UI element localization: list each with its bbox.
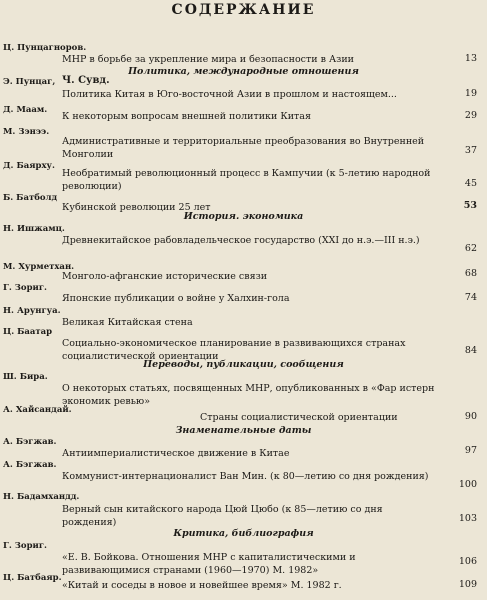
entry-page: 13 xyxy=(464,53,477,64)
entry-page: 19 xyxy=(464,88,477,99)
entry-page: 29 xyxy=(464,110,477,121)
entry-title: О некоторых статьях, посвященных МНР, опубликованных в «Фар истерн экономик ревью» xyxy=(62,383,435,407)
entry-page: 37 xyxy=(464,145,477,156)
entry-author: Ц. Пунцагноров. xyxy=(3,43,87,53)
entry-page: 97 xyxy=(464,445,477,456)
entry-author: Ш. Бира. xyxy=(3,372,48,382)
toc-title: СОДЕРЖАНИЕ xyxy=(171,2,316,18)
section-heading: Политика, международные отношения xyxy=(128,66,359,77)
entry-title: Антиимпериалистическое движение в Китае xyxy=(62,448,290,459)
section-heading: Критика, библиография xyxy=(173,528,314,539)
entry-title: МНР в борьбе за укрепление мира и безопасности в Азии xyxy=(62,54,355,65)
entry-page: 68 xyxy=(464,268,477,279)
entry-title: Социально-экономическое планирование в развивающихся странах социалистической ориентации xyxy=(62,338,406,362)
entry-title: Монголо-афганские исторические связи xyxy=(62,271,268,282)
entry-author: Б. Батболд xyxy=(3,193,58,203)
entry-author: Э. Пунцаг, xyxy=(3,77,56,87)
entry-author: Г. Зориг. xyxy=(3,283,48,293)
entry-author: А. Бэгжав. xyxy=(3,460,57,470)
entry-title: К некоторым вопросам внешней политики Китая xyxy=(62,111,311,122)
entry-title: Великая Китайская стена xyxy=(62,317,193,328)
entry-title: Необратимый революционный процесс в Кампучии (к 5-летию народной революции) xyxy=(62,168,431,192)
entry-author: Ц. Батбаяр. xyxy=(3,573,62,583)
entry-page: 90 xyxy=(464,411,477,422)
entry-title: «Е. В. Бойкова. Отношения МНР с капиталистическими и развивающимися странами (1960—1970) М. 1982» xyxy=(62,552,356,576)
section-heading: История. экономика xyxy=(183,211,304,222)
section-heading: Переводы, публикации, сообщения xyxy=(143,359,344,370)
entry-page: 109 xyxy=(458,579,477,590)
entry-page: 106 xyxy=(458,556,477,567)
entry-author: Д. Баярху. xyxy=(3,161,55,171)
entry-title: Верный сын китайского народа Цюй Цюбо (к 85—летию со дня рождения) xyxy=(62,504,383,528)
entry-page: 84 xyxy=(464,345,477,356)
entry-title: Коммунист-интернационалист Ван Мин. (к 80—летию со дня рождения) xyxy=(62,471,429,482)
entry-author: Д. Маам. xyxy=(3,105,48,115)
entry-page: 62 xyxy=(464,243,477,254)
entry-author: М. Хурметхан. xyxy=(3,262,75,272)
entry-author: Г. Зориг. xyxy=(3,541,48,551)
entry-title: Политика Китая в Юго-восточной Азии в прошлом и настоящем... xyxy=(62,89,397,100)
entry-page: 74 xyxy=(464,292,477,303)
entry-title: Древнекитайское рабовладельческое государство (XXI до н.э.—III н.э.) xyxy=(62,235,420,246)
entry-author: М. Зэнээ. xyxy=(3,127,50,137)
entry-title: Административные и территориальные преобразования во Внутренней Монголии xyxy=(62,136,425,160)
entry-author-2: Ч. Сувд. xyxy=(62,75,110,86)
entry-author: Ц. Баатар xyxy=(3,327,53,337)
entry-page: 45 xyxy=(464,178,477,189)
entry-author: Н. Арунгуа. xyxy=(3,306,61,316)
entry-author: А. Хайсандай. xyxy=(3,405,72,415)
entry-title: Японские публикации о войне у Халхин-гола xyxy=(62,293,290,304)
section-heading: Знаменательные даты xyxy=(175,425,312,436)
entry-author: А. Бэгжав. xyxy=(3,437,57,447)
entry-author: Н. Бадамхандд. xyxy=(3,492,80,502)
entry-author: Н. Ишжамц. xyxy=(3,224,65,234)
entry-page: 53 xyxy=(463,200,477,211)
entry-page: 103 xyxy=(458,513,477,524)
entry-title: Страны социалистической ориентации xyxy=(200,412,398,423)
entry-page: 100 xyxy=(458,479,477,490)
entry-title: Кубинской революции 25 лет xyxy=(62,202,211,213)
entry-title: «Китай и соседы в новое и новейшее время» М. 1982 г. xyxy=(62,580,342,591)
